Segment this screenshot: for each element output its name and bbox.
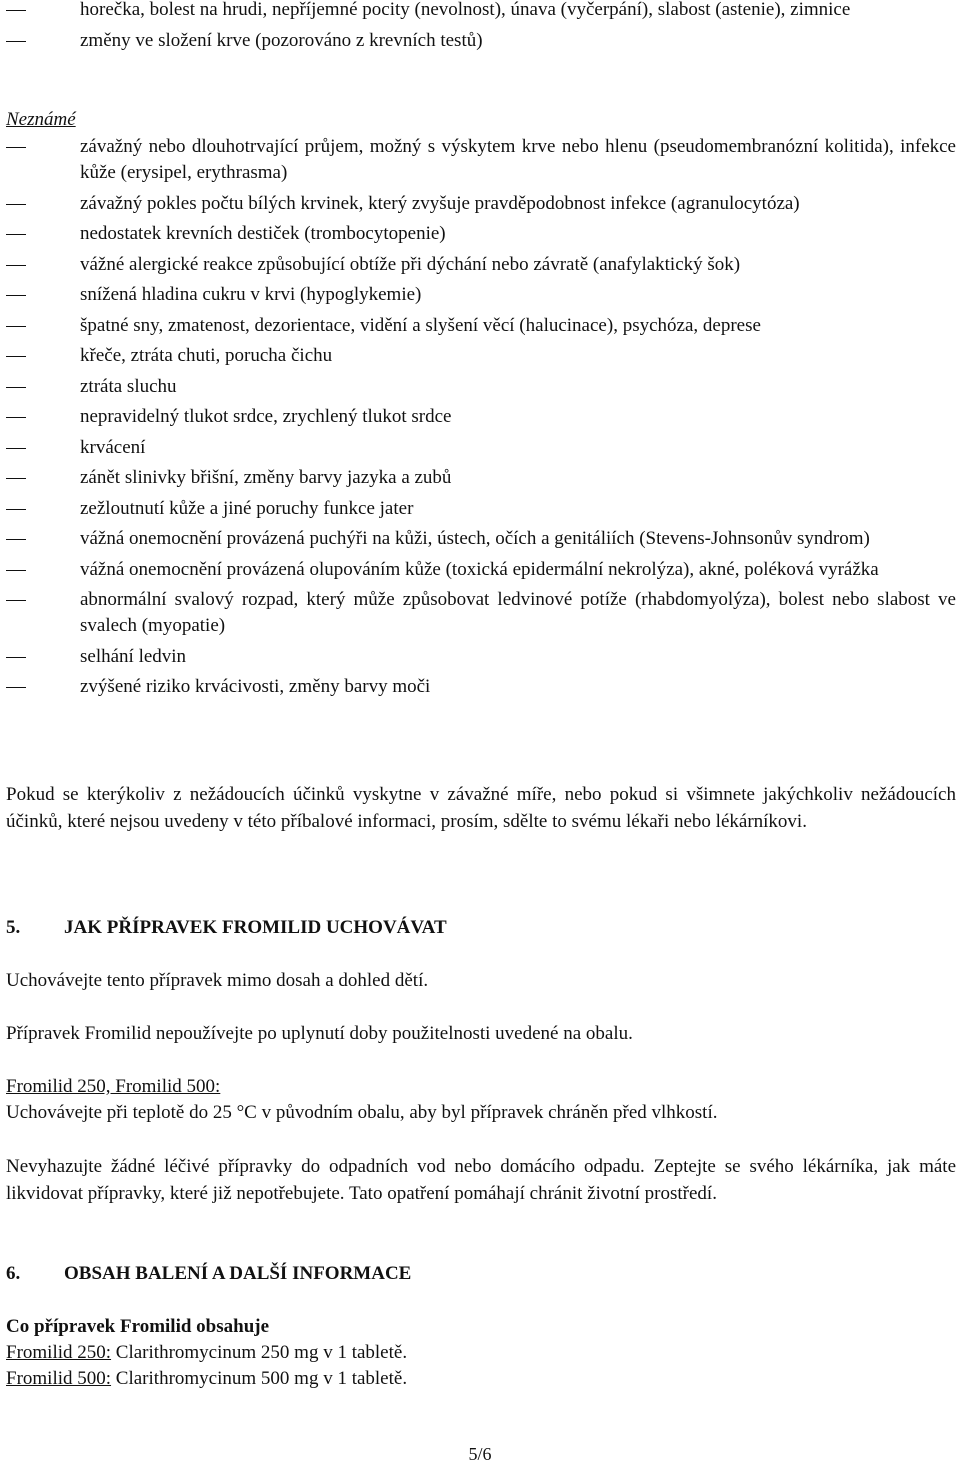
list-item: zánět slinivky břišní, změny barvy jazyka a zubů	[6, 465, 956, 491]
list-item: snížená hladina cukru v krvi (hypoglykemie)	[6, 282, 956, 308]
report-side-effects-paragraph: Pokud se kterýkoliv z nežádoucích účinků vyskytne v závažné míře, nebo pokud si všimnete jakýchkoliv nežádoucích účinků, které nejsou uvedeny v této příbalové informaci, prosím, sdělte to svému lékaři nebo lékárníkovi.	[6, 784, 956, 832]
composition-label: Fromilid 250:	[6, 1342, 112, 1363]
list-item: vážná onemocnění provázená puchýři na kůži, ústech, očích a genitáliích (Stevens-Johnsonův syndrom)	[6, 526, 956, 552]
composition-text: Clarithromycinum 250 mg v 1 tabletě.	[111, 1342, 408, 1363]
unknown-side-effects-list	[6, 134, 956, 705]
list-item: vážná onemocnění provázená olupováním kůže (toxická epidermální nekrolýza), akné, poléková vyrážka	[6, 557, 956, 583]
list-item: ztráta sluchu	[6, 374, 956, 400]
section-title: JAK PŘÍPRAVEK FROMILID UCHOVÁVAT	[64, 917, 447, 938]
list-item: změny ve složení krve (pozorováno z krevních testů)	[6, 28, 956, 54]
section-6-heading	[6, 1260, 956, 1287]
list-item: křeče, ztráta chuti, porucha čichu	[6, 343, 956, 369]
list-item: zežloutnutí kůže a jiné poruchy funkce jater	[6, 496, 956, 522]
list-item: krvácení	[6, 435, 956, 461]
storage-paragraph-expiry: Přípravek Fromilid nepoužívejte po uplynutí doby použitelnosti uvedené na obalu.	[6, 1023, 633, 1044]
strength-label: Fromilid 250, Fromilid 500:	[6, 1076, 221, 1097]
disposal-paragraph: Nevyhazujte žádné léčivé přípravky do odpadních vod nebo domácího odpadu. Zeptejte se svého lékárníka, jak máte likvidovat přípravky, které již nepotřebujete. Tato opatření pomáhají chránit životní prostředí.	[6, 1156, 956, 1204]
list-item: selhání ledvin	[6, 644, 956, 670]
section-5-heading	[6, 914, 956, 941]
list-item: špatné sny, zmatenost, dezorientace, vidění a slyšení věcí (halucinace), psychóza, deprese	[6, 313, 956, 339]
composition-text: Clarithromycinum 500 mg v 1 tabletě.	[111, 1368, 408, 1389]
list-item: horečka, bolest na hrudi, nepříjemné pocity (nevolnost), únava (vyčerpání), slabost (astenie), zimnice	[6, 0, 956, 23]
section-title: OBSAH BALENÍ A DALŠÍ INFORMACE	[64, 1263, 412, 1284]
list-item: abnormální svalový rozpad, který může způsobovat ledvinové potíže (rhabdomyolýza), bolest nebo slabost ve svalech (myopatie)	[6, 587, 956, 639]
storage-paragraph-temperature: Uchovávejte při teplotě do 25 °C v původním obalu, aby byl přípravek chráněn před vlhkostí.	[6, 1102, 718, 1123]
composition-line	[6, 1339, 956, 1366]
frequency-heading-unknown: Neznámé	[6, 109, 76, 130]
list-item: závažný pokles počtu bílých krvinek, který zvyšuje pravděpodobnost infekce (agranulocytóza)	[6, 191, 956, 217]
section-number: 5.	[6, 917, 21, 938]
composition-line	[6, 1365, 956, 1392]
section-number: 6.	[6, 1263, 21, 1284]
top-side-effects-list	[6, 0, 956, 58]
contents-subheading: Co přípravek Fromilid obsahuje	[6, 1316, 270, 1337]
composition-label: Fromilid 500:	[6, 1368, 112, 1389]
page-number: 5/6	[468, 1444, 492, 1464]
list-item: nedostatek krevních destiček (trombocytopenie)	[6, 221, 956, 247]
list-item: zvýšené riziko krvácivosti, změny barvy moči	[6, 674, 956, 700]
list-item: nepravidelný tlukot srdce, zrychlený tlukot srdce	[6, 404, 956, 430]
list-item: vážné alergické reakce způsobující obtíže při dýchání nebo závratě (anafylaktický šok)	[6, 252, 956, 278]
list-item: závažný nebo dlouhotrvající průjem, možný s výskytem krve nebo hlenu (pseudomembranózní kolitida), infekce kůže (erysipel, erythrasma)	[6, 134, 956, 186]
storage-paragraph-children: Uchovávejte tento přípravek mimo dosah a dohled dětí.	[6, 970, 429, 991]
